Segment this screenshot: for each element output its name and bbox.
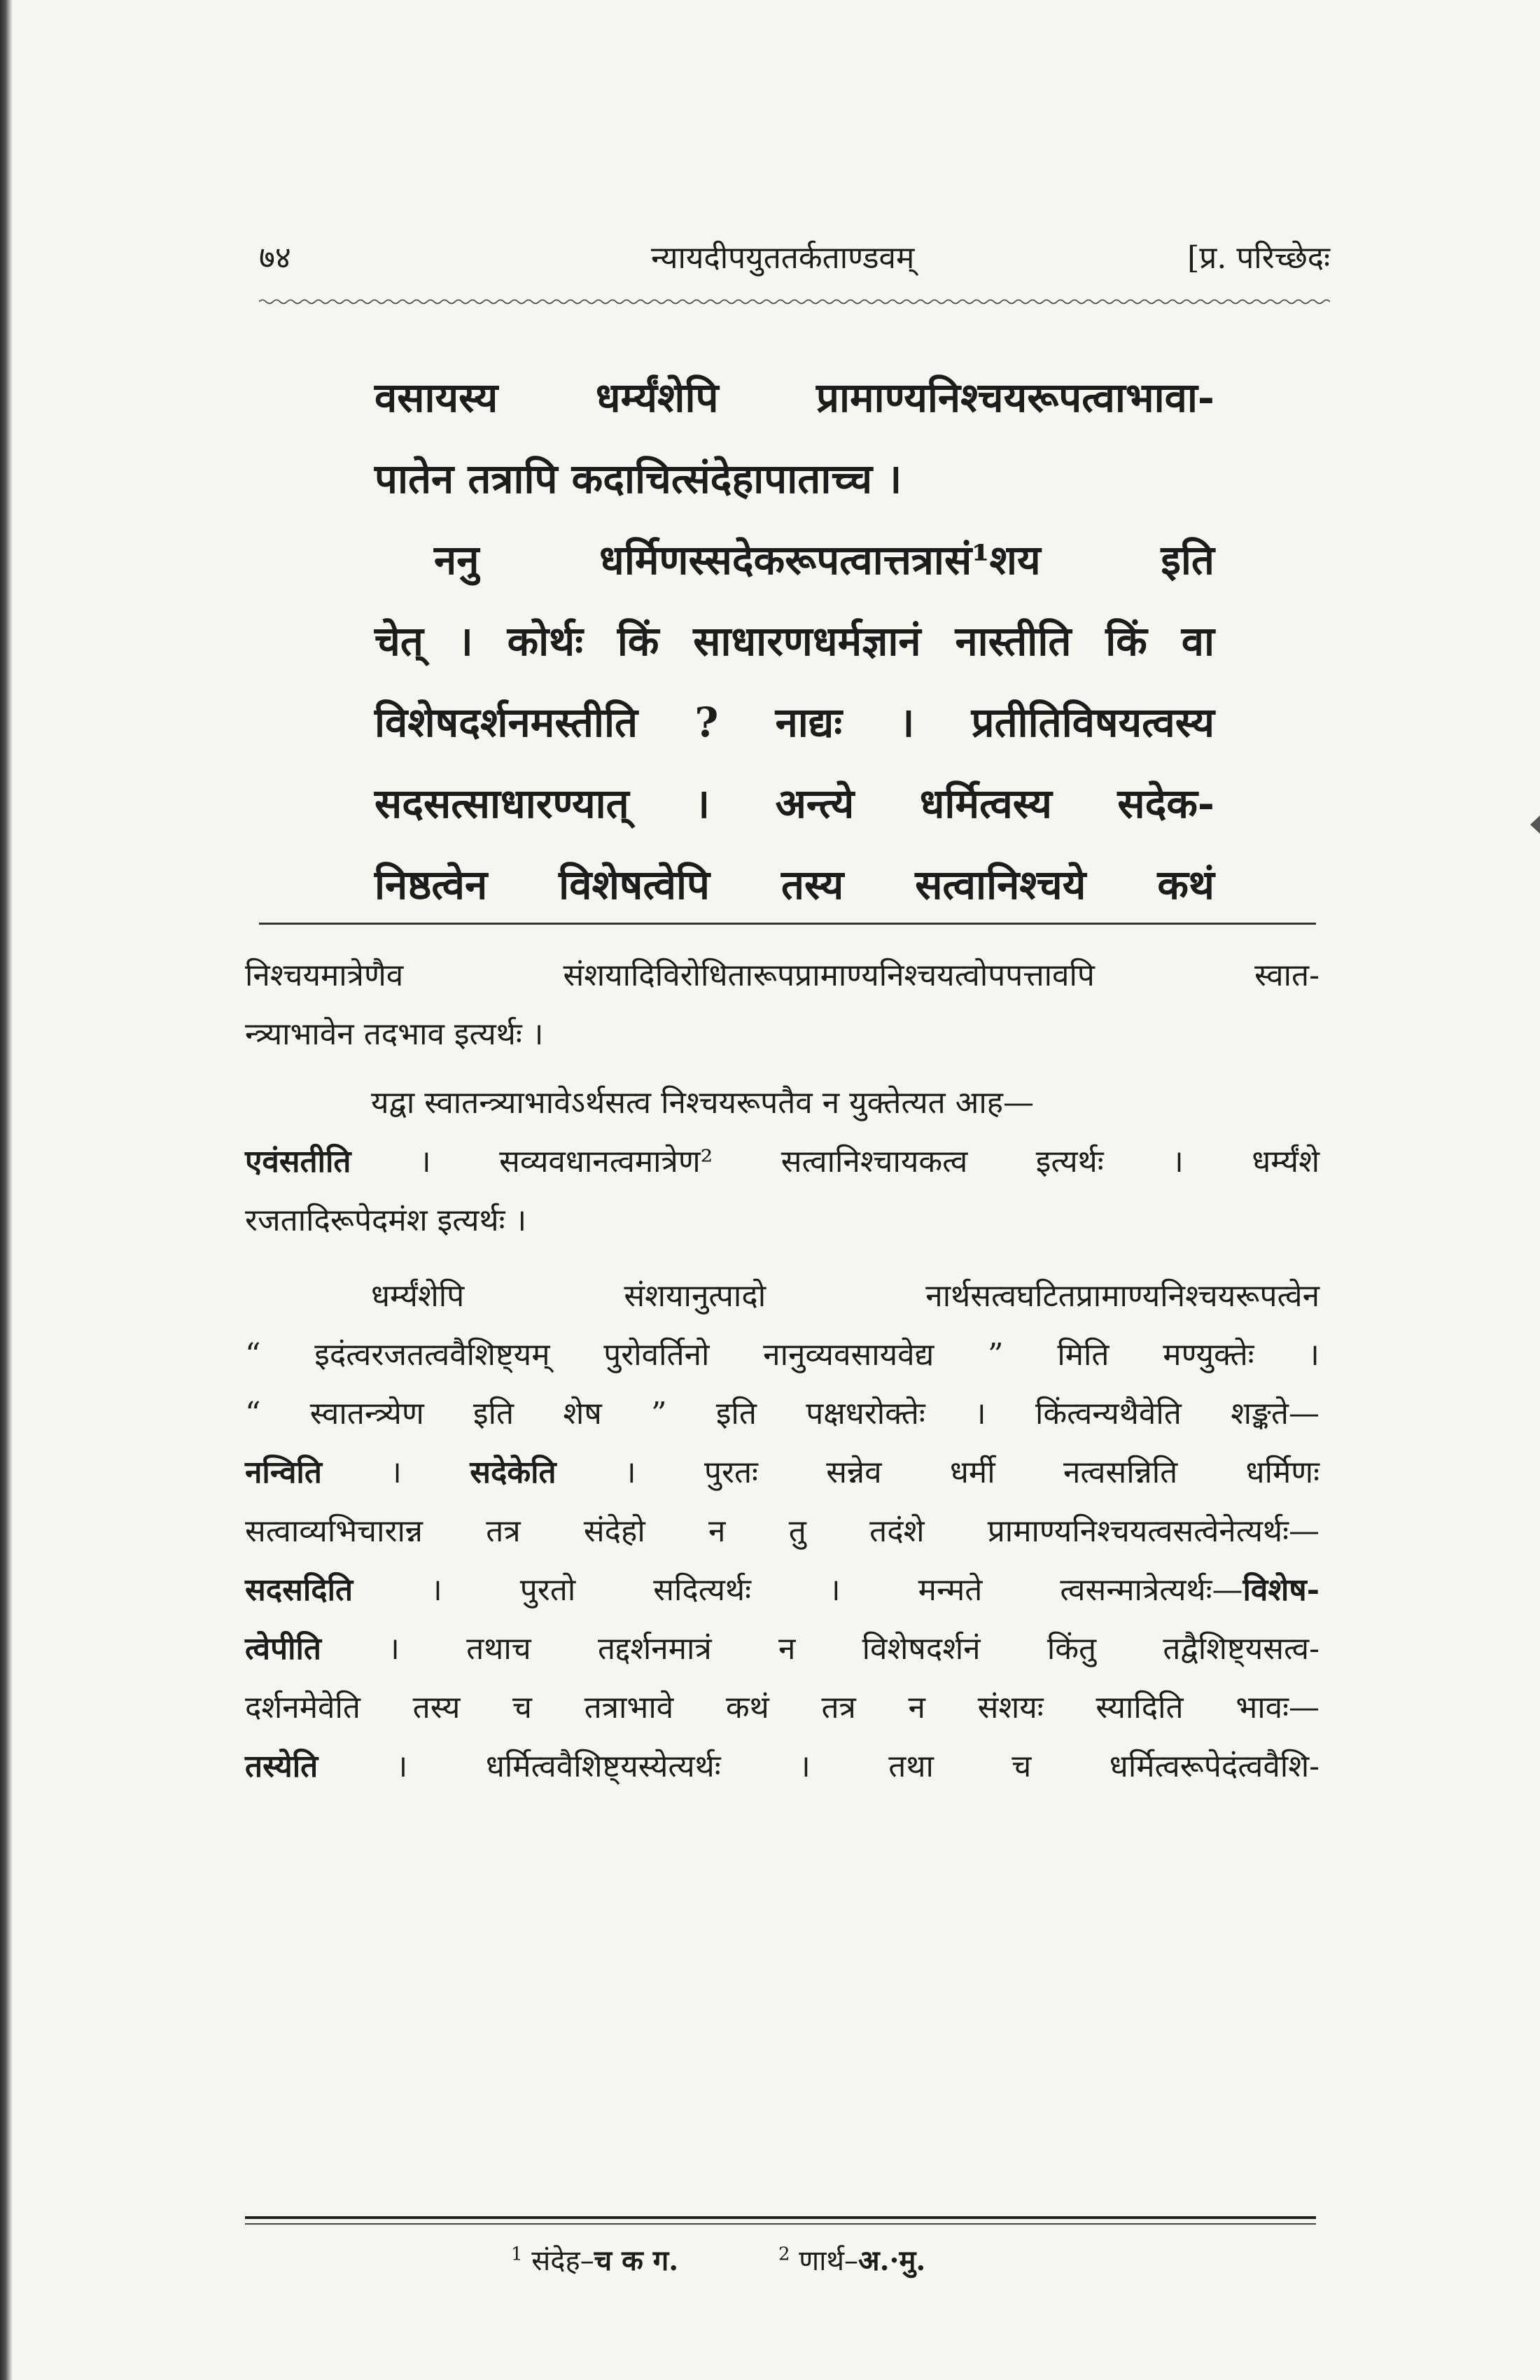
main-text-line: ननु धर्मिणस्सदेकरूपत्वात्तत्रासं¹शय इति: [434, 536, 1214, 584]
commentary-lemma: सदसदिति: [245, 1572, 354, 1608]
commentary-line: यद्वा स्वातन्त्र्याभावेऽर्थसत्व निश्चयरूपतैव न युक्तेत्यत आह—: [371, 1085, 1035, 1121]
main-text-line: पातेन तत्रापि कदाचित्संदेहापाताच्च ।: [374, 455, 902, 503]
commentary-gloss: । पुरतः सन्नेव धर्मी नत्वसन्निति धर्मिणः: [556, 1455, 1320, 1490]
footnote: [511, 2240, 678, 2278]
commentary-gloss: । सव्यवधानत्वमात्रेण² सत्वानिश्चायकत्व इत्यर्थः । धर्म्यंशे: [351, 1144, 1320, 1180]
commentary-lemma: नन्विति: [245, 1455, 322, 1490]
footnote: [778, 2240, 925, 2278]
commentary-gloss: ।: [321, 1455, 470, 1490]
commentary-gloss: । धर्मित्ववैशिष्ट्यस्येत्यर्थः । तथा च धर्मित्वरूपेदंत्ववैशि-: [318, 1749, 1320, 1784]
commentary-line: [245, 1620, 1320, 1679]
commentary-lemma: विशेष-: [1242, 1572, 1320, 1608]
main-text-line: निष्ठत्वेन विशेषत्वेपि तस्य सत्वानिश्चये कथं: [374, 861, 1214, 909]
commentary-lemma: सदेकेति: [470, 1455, 556, 1490]
commentary-line: [245, 1133, 1320, 1191]
commentary-line: न्त्र्याभावेन तदभाव इत्यर्थः ।: [245, 1016, 544, 1052]
page-header: [259, 235, 1330, 291]
main-verse-text: [374, 357, 1214, 925]
commentary-text: [245, 946, 1320, 1796]
commentary-line: सत्वाव्यभिचारान्न तत्र संदेहो न तु तदंशे प्रामाण्यनिश्चयत्वसत्वेनेत्यर्थः—: [245, 1513, 1320, 1549]
commentary-line: “ स्वातन्त्र्येण इति शेष ” इति पक्षधरोक्तेः । किंत्वन्यथैवेति शङ्कते—: [245, 1396, 1320, 1432]
commentary-line: “ इदंत्वरजतत्ववैशिष्ट्यम् पुरोवर्तिनो नानुव्यवसायवेद्य ” मिति मण्युक्तेः ।: [245, 1337, 1320, 1373]
footnote-separator-rule-thin: [245, 2223, 1316, 2225]
commentary-lemma: त्वेपीति: [245, 1631, 321, 1667]
commentary-gloss: । पुरतो सदित्यर्थः । मन्मते त्वसन्मात्रेत्यर्थः—: [353, 1572, 1243, 1608]
commentary-line: [245, 1443, 1320, 1502]
footnotes: [511, 2240, 925, 2278]
commentary-separator-rule: [259, 923, 1316, 925]
footnote-number: 2: [778, 2244, 790, 2265]
commentary-line: निश्चयमात्रेणैव संशयादिविरोधितारूपप्रामाण्यनिश्चयत्वोपपत्तावपि स्वात-: [245, 958, 1320, 993]
main-text-line: चेत् । कोर्थः किं साधारणधर्मज्ञानं नास्तीति किं वा: [374, 617, 1214, 665]
page-number: ७४: [259, 240, 291, 276]
footnote-separator-rule: [245, 2216, 1316, 2219]
main-text-line: वसायस्य धर्म्यंशेपि प्रामाण्यनिश्चयरूपत्वाभावा-: [374, 374, 1214, 421]
commentary-line: [245, 1561, 1320, 1620]
header-wavy-rule: [259, 297, 1330, 307]
commentary-line: धर्म्यंशेपि संशयानुत्पादो नार्थसत्वघटितप्रामाण्यनिश्चयरूपत्वेन: [371, 1278, 1320, 1314]
footnote-text: णार्थ–: [799, 2245, 859, 2277]
running-title: न्यायदीपयुततर्कताण्डवम्: [651, 240, 915, 276]
commentary-gloss: । तथाच तद्दर्शनमात्रं न विशेषदर्शनं किंतु तद्वैशिष्ट्यसत्व-: [321, 1631, 1320, 1667]
main-text-line: सदसत्साधारण्यात् । अन्त्ये धर्मित्वस्य सदेक-: [374, 780, 1214, 827]
footnote-text: संदेह–: [531, 2245, 594, 2277]
commentary-line: [245, 1737, 1320, 1796]
footnote-source: अ.·मु.: [858, 2244, 926, 2277]
section-tag: [प्र. परिच्छेदः: [1187, 240, 1330, 276]
footnote-number: 1: [511, 2244, 523, 2265]
commentary-lemma: तस्येति: [245, 1749, 318, 1784]
commentary-line: दर्शनमेवेति तस्य च तत्राभावे कथं तत्र न संशयः स्यादिति भावः—: [245, 1690, 1320, 1726]
commentary-line: रजतादिरूपेदमंश इत्यर्थः ।: [245, 1203, 527, 1238]
main-text-line: विशेषदर्शनमस्तीति ? नाद्यः । प्रतीतिविषयत्वस्य: [374, 699, 1214, 746]
commentary-lemma: एवंसतीति: [245, 1144, 351, 1180]
footnote-source: च क ग.: [594, 2244, 679, 2277]
